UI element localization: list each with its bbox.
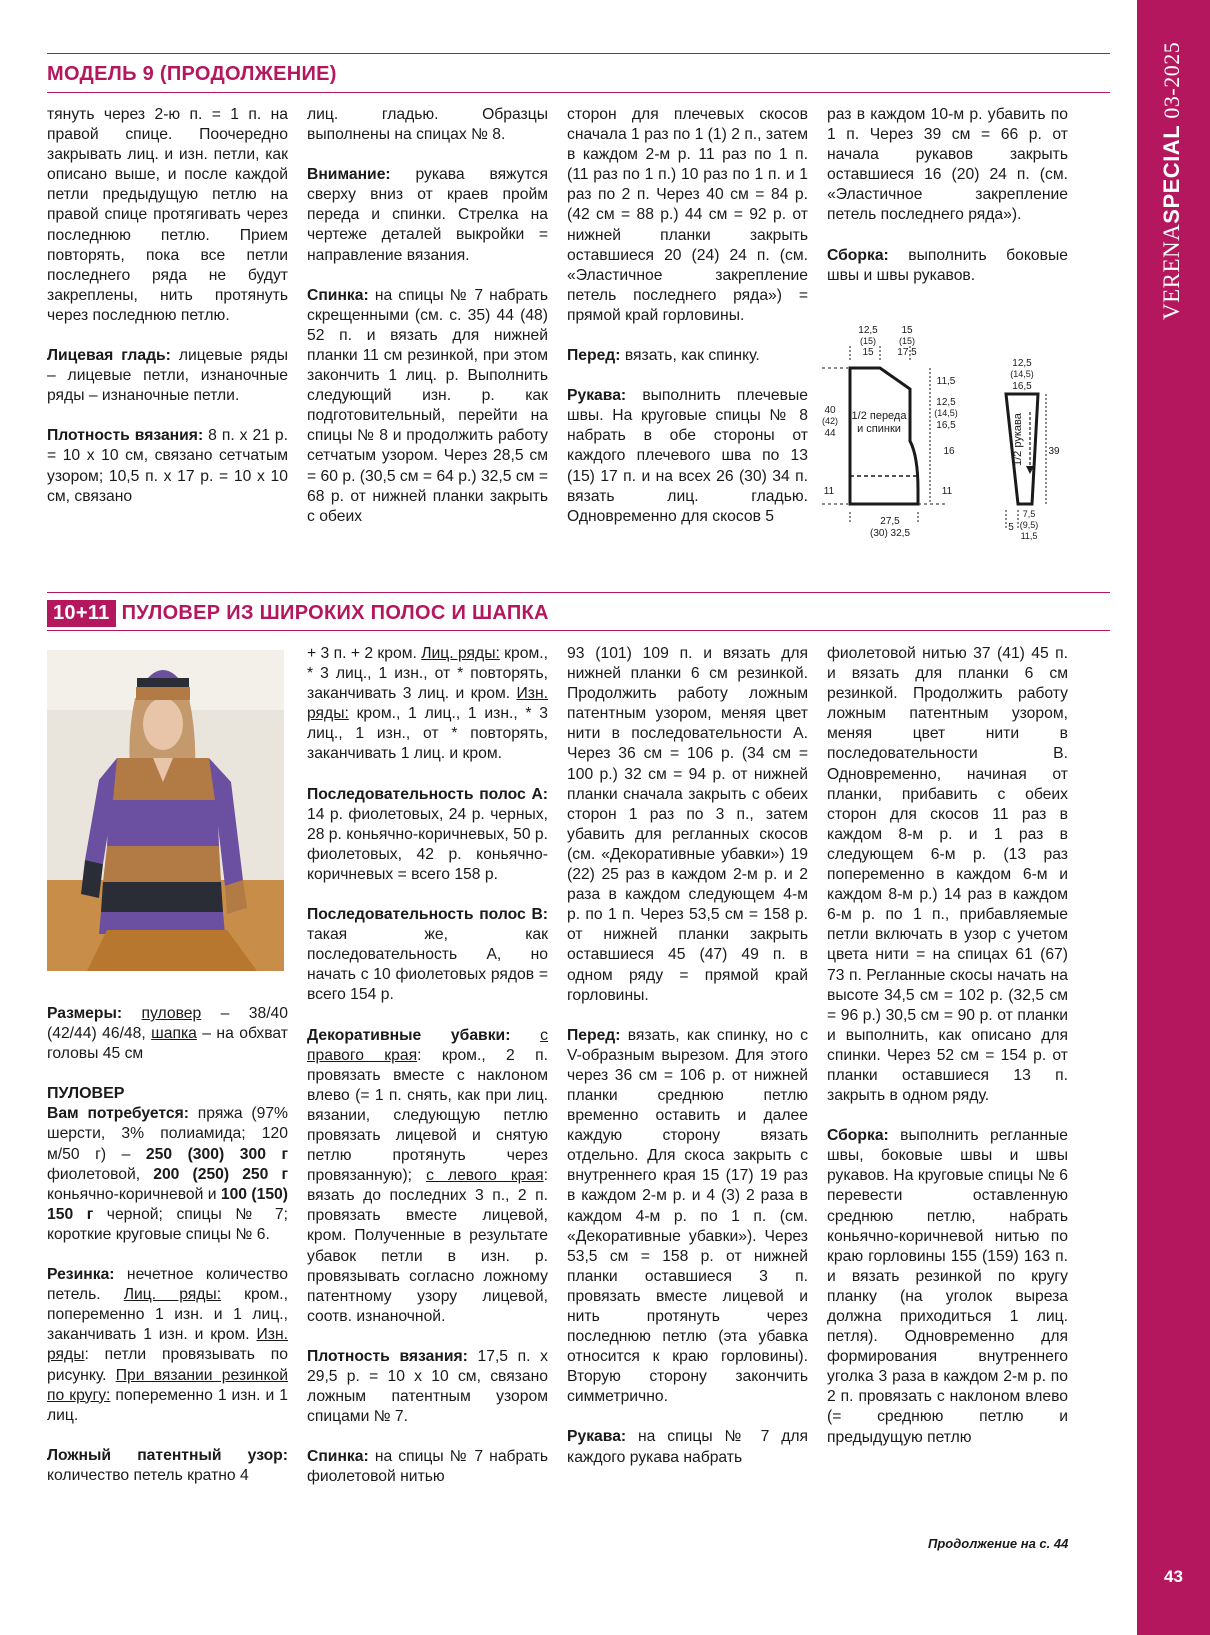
paragraph-text: попеременно 1 изн. и 1 лиц. [47,1386,288,1424]
body-label-1: 1/2 переда [851,410,907,422]
paragraph-label: Сборка: [827,246,889,264]
paragraph-text: : петли провязывать по рисунку. [47,1346,288,1384]
paragraph-text: нечетное количество петель. [47,1266,288,1304]
paragraph [567,644,808,1006]
paragraph-text: тянуть через 2-ю п. = 1 п. на правой спице. Поочередно закрывать лиц. и изн. петли, как описано выше, и после каждой петли предыдущую петлю на правой спице протягивать через последнюю петлю. Прием повторять, пока все петли последнего ряда не будут закреплены, нить протянуть через последнюю петлю. [47,106,288,324]
paragraph [307,785,548,885]
paragraph-label: Размеры: [47,1005,123,1022]
paragraph [827,105,1068,226]
paragraph-text: + 3 п. + 2 кром. [307,645,422,662]
dim-text: (14,5) [934,408,958,418]
paragraph [307,1447,548,1487]
paragraph [827,1126,1068,1448]
paragraph-label: Последовательность полос В: [307,906,548,924]
paragraph-text: на спицы № 7 для каждого рукава набрать [567,1428,808,1466]
paragraph [307,1347,548,1427]
magazine-brand [1159,42,1185,320]
paragraph-label: Рукава: [567,387,627,405]
paragraph-label: Перед: [567,347,621,365]
dim-text: 39 [1048,446,1060,457]
paragraph [567,105,808,326]
paragraph-text: : кром., 2 п. провязать вместе с наклоном влево (= 1 п. снять, как при лиц. вязании, следующую петлю провязать лицевой и снятую петлю протянуть через провязанную); [307,1046,548,1185]
paragraph-label: Лицевая гладь: [47,347,171,365]
paragraph-text: рукава вяжутся сверху вниз от краев пройм переда и спинки. Стрелка на чертеже деталей выкройки = направление вязания. [307,166,548,264]
paragraph [307,905,548,1005]
dim-text: 16,5 [936,420,956,431]
dim-text: (9,5) [1019,520,1039,530]
section-title-pullover [47,600,549,627]
paragraph-text: фиолетовой, [47,1165,154,1183]
paragraph [567,1026,808,1408]
section1-column-4 [827,105,1068,306]
dim-text: (30) 32,5 [869,528,911,539]
section2-title-text: ПУЛОВЕР ИЗ ШИРОКИХ ПОЛОС И ШАПКА [121,602,549,624]
dim-text: 15 [862,347,874,358]
dim-text: 16,5 [1012,381,1032,392]
paragraph [307,105,548,145]
paragraph-text: с левого края [426,1167,544,1185]
dim-text: 5 [1008,522,1014,533]
paragraph [47,426,288,506]
dim-text: 16 [943,446,955,457]
paragraph [47,346,288,406]
paragraph-text: Лиц. ряды: [421,645,500,662]
paragraph-text: 8 п. х 21 р. = 10 х 10 см, связано сетчатым узором; 10,5 п. х 17 р. = 10 х 10 см, связано [47,427,288,505]
paragraph-text: такая же, как последовательность А, но начать с 10 фиолетовых рядов = всего 154 р. [307,926,548,1004]
paragraph-text: фиолетовой нитью 37 (41) 45 п. и вязать для планки 6 см резинкой. Продолжить работу ложным патентным узором, меняя цвет нити в последовательности В. Одновременно, начиная от планки, прибавить с обеих сторон для скосов 11 раз в каждом 8-м р. и 1 раз в следующем 6-м р. (13 раз попеременно в каждом 6-м и каждом 8-м р.) 14 раз в каждом 6-м р. по 1 п., прибавляемые петли включать в узор с учетом цвета нити = на спицах 61 (67) 73 п. Регланные скосы начать на высоте 34,5 см = 102 р. (32,5 см = 96 р.) 30,5 см = 90 р. от планки и выполнить, как описано для спинки. Через 52 см = 154 р. от планки оставшиеся 13 п. закрыть в одном ряду. [827,645,1068,1105]
paragraph-label: Внимание: [307,166,391,184]
paragraph-text: 200 (250) 250 г [153,1165,288,1183]
brand-name-bold: SPECIAL [1159,124,1184,224]
section2-rule-top [47,592,1110,593]
paragraph [47,1104,288,1245]
paragraph-text: на спицы № 7 набрать скрещенными (см. с. 35) 44 (48) 52 п. и вязать для нижней планки 11 см резинкой, при этом закончить 1 лиц. р. Выполнить следующий изн. р. как подготовительный, перейти на спицы № 8 и продолжить работу сетчатым узором. Через 28,5 см = 60 р. (30,5 см = 64 р.) 32,5 см = 68 р. от нижней планки закрыть с обеих [307,286,548,525]
paragraph [827,246,1068,286]
dim-text: 11,5 [936,376,956,387]
paragraph [567,346,808,366]
paragraph [567,1427,808,1467]
dim-text: 11 [823,486,835,497]
page-number: 43 [1164,1567,1183,1586]
paragraph-text: 17,5 п. х 29,5 р. = 10 х 10 см, связано ложным патентным узором спицами № 7. [307,1347,548,1426]
section2-column-2 [307,644,548,1507]
dim-text: 12,5 [1012,358,1032,369]
paragraph-text: 14 р. фиолетовых, 24 р. черных, 28 р. коньячно-коричневых, 50 р. фиолетовых, 42 р. коньячно-коричневых = всего 158 р. [307,805,549,883]
section1-column-3 [567,105,808,547]
paragraph-text: При вязании резинкой по кругу: [47,1366,288,1404]
section2-rule-bottom [47,630,1110,631]
section2-column-4 [827,644,1068,1468]
dim-text: 12,5 [858,325,878,336]
paragraph-text: коньячно-коричневой и [47,1185,221,1203]
section1-column-2 [307,105,548,547]
dim-text: (42) [821,416,839,426]
paragraph [307,165,548,265]
paragraph-text: – на обхват головы 45 см [47,1025,288,1063]
brand-name-light: VERENA [1159,223,1184,320]
dim-text: 44 [824,428,836,439]
section-rule-top [47,53,1110,54]
dim-text: 15 [901,325,913,336]
paragraph-label: Плотность вязания: [47,427,204,445]
dim-text: (15) [898,336,916,346]
paragraph-text: шапка [151,1025,197,1043]
paragraph-text: сторон для плечевых скосов сначала 1 раз по 1 (1) 2 п., затем в каждом 2-м р. 11 раз по 1 п. (11 раз по 1 п.) 10 раз по 1 п. и 1 раз по 2 п. Через 40 см = 84 р. (42 см = 88 р.) 44 см = 92 р. от нижней планки закрыть оставшиеся 20 (24) 24 п. (см. «Эластичное закрепление петель последнего ряда») = прямой край горловины. [567,106,808,324]
paragraph-label: Ложный патентный узор: [47,1446,288,1464]
paragraph-label: Рукава: [567,1428,627,1446]
dim-text: 12,5 [936,397,956,408]
paragraph-text [510,1027,540,1044]
paragraph-text: кром., * 3 лиц., 1 изн., от * повторять, заканчивать 3 лиц. и кром. [307,645,549,703]
section1-column-1 [47,105,288,527]
dim-text: 11,5 [1020,531,1038,541]
subheading: ПУЛОВЕР [47,1085,125,1103]
paragraph [567,386,808,527]
paragraph [307,1026,548,1327]
paragraph [307,286,548,527]
paragraph-text: кром., попеременно 1 изн. и 1 лиц., заканчивать 1 изн. и кром. [47,1286,288,1344]
model-photo-illustration [47,650,284,971]
pattern-diagram [818,316,1082,552]
paragraph [827,644,1068,1106]
paragraph-text: на спицы № 7 набрать фиолетовой нитью [307,1448,548,1486]
paragraph-label: Вам потребуется: [47,1105,190,1123]
paragraph-text: выполнить плечевые швы. На круговые спицы № 8 набрать в обе стороны от каждого плечевого шва по 13 (15) 17 п. и на всех 26 (30) 34 п. вязать лиц. гладью. Одновременно для скосов 5 [567,387,808,525]
body-piece-outline [850,368,918,504]
section-title-model9: МОДЕЛЬ 9 (ПРОДОЛЖЕНИЕ) [47,63,337,85]
paragraph-text: Изн. ряды: [307,685,548,723]
dim-text: 11 [941,486,953,497]
paragraph-text: 100 (150) 150 г [47,1185,289,1223]
paragraph-text: количество петель кратно 4 [47,1466,249,1484]
dim-text: 27,5 [880,516,900,527]
paragraph-text: кром., 1 лиц., 1 изн., * 3 лиц., 1 изн., от * повторять, заканчивать 1 лиц. и кром. [307,705,548,763]
paragraph-text: Лиц. ряды: [123,1286,222,1304]
paragraph-text [122,1005,141,1022]
paragraph-text: лиц. гладью. Образцы выполнены на спицах № 8. [307,106,548,144]
paragraph-text: 250 (300) 300 г [145,1145,288,1163]
paragraph [307,644,548,765]
paragraph [47,1446,288,1486]
paragraph-text: Изн. ряды [47,1326,288,1364]
paragraph-text: – 38/40 (42/44) 46/48, [47,1005,289,1043]
paragraph-label: Последовательность полос А: [307,785,548,803]
brand-sidebar [1137,0,1210,1635]
dim-text: 17,5 [897,347,917,358]
model-photo [47,650,284,971]
paragraph-text: вязать, как спинку, но с V-образным вырезом. Для этого через 36 см = 106 р. от нижней планки среднюю петлю временно оставить и далее каждую сторону вязать отдельно. Для скоса закрыть с внутреннего края 15 (17) 19 раз в каждом 2-м р. и 4 (3) 2 раза в каждом 4-м р. по 1 п. (см. «Декоративные убавки»). Через 53,5 см = 158 р. от нижней планки оставшиеся 3 п. провязать вместе лицевой и нить протянуть через последнюю петлю (эта убавка относится к краю горловины). Вторую сторону закончить симметрично. [567,1026,808,1406]
paragraph-text: с правого края [307,1026,548,1064]
dim-text: 40 [824,405,836,416]
brand-issue: 03-2025 [1159,41,1184,119]
body-label-2: и спинки [857,423,901,435]
dim-text: (14,5) [1010,369,1034,379]
section2-column-1 [47,1004,288,1506]
sleeve-label: 1/2 рукава [1012,413,1024,466]
paragraph-text: вязать, как спинку. [620,347,760,365]
section2-column-3 [567,644,808,1488]
section-rule-bottom [47,92,1110,93]
paragraph [47,1004,288,1064]
model-number-badge: 10+11 [47,600,116,627]
paragraph-text: 93 (101) 109 п. и вязать для нижней планки 6 см резинкой. Продолжить работу ложным патентным узором, меняя цвет нити в последовательности А. Через 36 см = 106 р. (34 см = 100 р.) 32 см = 94 р. от нижней планки сначала закрыть с обеих сторон 1 раз по 3 п., затем убавить для регланных скосов (см. «Декоративные убавки») 19 (22) 25 раз в каждом 2-м р. и 2 раза в каждом следующем 4-м р. по 1 п. Через 53,5 см = 158 р. от нижней планки закрыть оставшиеся 45 (47) 49 п. в одном ряду = прямой край горловины. [567,645,808,1004]
paragraph-label: Спинка: [307,286,369,304]
paragraph-text: выполнить боковые швы и швы рукавов. [827,246,1068,284]
paragraph-text: пуловер [141,1005,202,1022]
paragraph-label: Плотность вязания: [307,1347,468,1365]
paragraph-text: выполнить регланные швы, боковые швы и швы рукавов. На круговые спицы № 6 перевести оставленную среднюю петлю, набрать коньячно-коричневой нитью по краю горловины 155 (159) 163 п. и вязать резинкой по кругу планку (на уголок выреза должна приходиться 1 лиц. петля). Одновременно для формирования внутреннего уголка 3 раза в каждом 2-м р. по 2 п. провязать с наклоном влево (= среднюю петлю и предыдущую петлю [827,1127,1068,1446]
paragraph-label: Декоративные убавки: [307,1026,511,1044]
continuation-note: Продолжение на с. 44 [928,1536,1069,1551]
paragraph [47,1265,288,1426]
paragraph-text: раз в каждом 10-м р. убавить по 1 п. Через 39 см = 66 р. от начала рукавов закрыть оставшиеся 16 (20) 24 п. (см. «Эластичное закрепление петель последнего ряда»). [827,106,1068,224]
paragraph-label: Спинка: [307,1448,369,1466]
paragraph-label: Резинка: [47,1266,115,1284]
paragraph-text: пряжа (97% шерсти, 3% полиамида; 120 м/50 г) – [47,1105,288,1163]
dim-text: 7,5 [1022,509,1036,519]
paragraph-label: Сборка: [827,1127,889,1145]
paragraph-text: : вязать до последних 3 п., 2 п. провязать вместе лицевой, кром. Полученные в результате убавок петли в изн. р. провязывать согласно ложному патентному узору лицевой, соотв. изнаночной. [307,1167,548,1325]
dim-text: (15) [859,336,877,346]
paragraph-text: черной; спицы № 7; короткие круговые спицы № 6. [47,1205,288,1243]
paragraph-label: Перед: [567,1026,621,1044]
paragraph-text: лицевые ряды – лицевые петли, изнаночные ряды – изнаночные петли. [47,347,288,405]
paragraph [47,105,288,326]
